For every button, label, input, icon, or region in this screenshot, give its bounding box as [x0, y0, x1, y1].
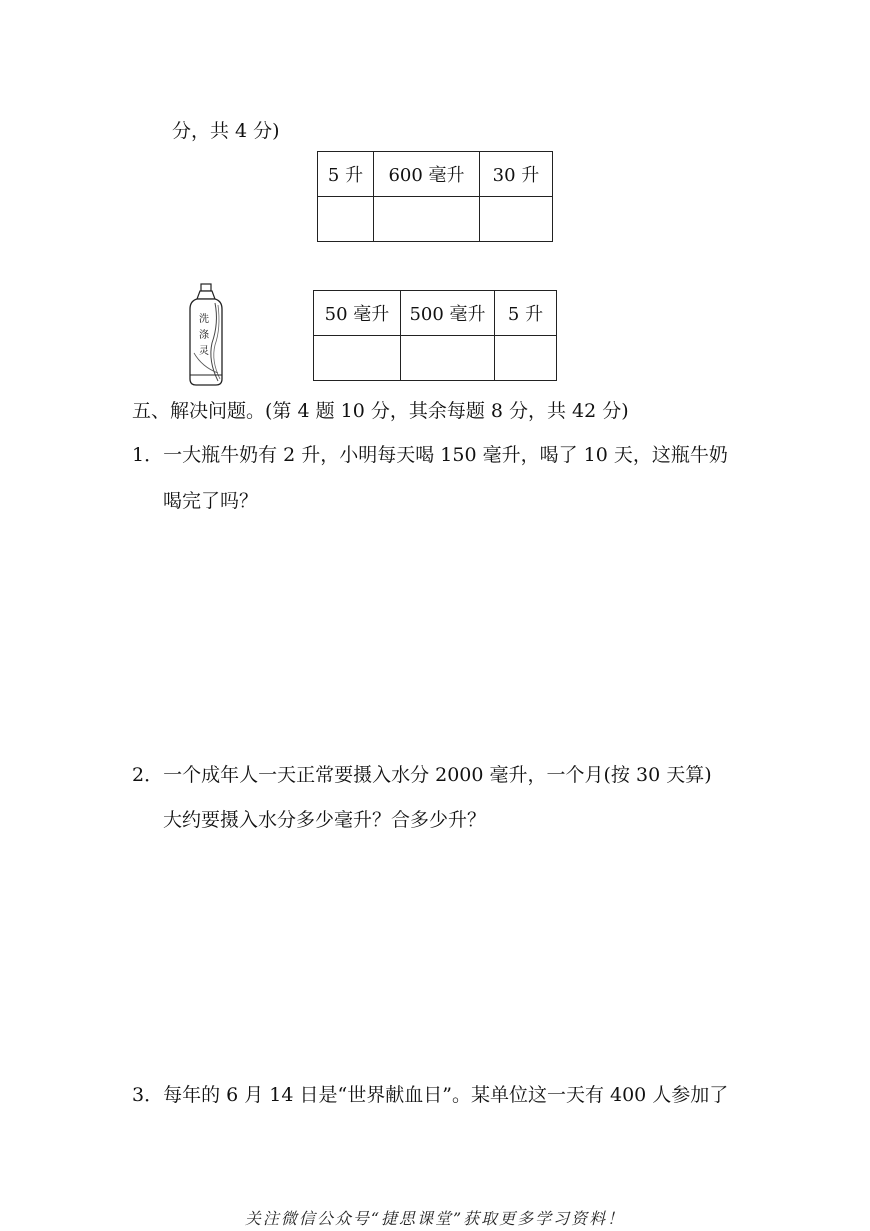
- table2-answer-2[interactable]: [401, 336, 495, 381]
- table2-header-2: 500 毫升: [401, 291, 495, 336]
- intro-tail: 分，共 4 分): [172, 120, 280, 142]
- table2-header-3: 5 升: [495, 291, 557, 336]
- section-5-title: 五、解决问题。(第 4 题 10 分，其余每题 8 分，共 42 分): [132, 400, 629, 422]
- table2-answer-1[interactable]: [314, 336, 401, 381]
- table1-answer-1[interactable]: [318, 197, 374, 242]
- table2-answer-3[interactable]: [495, 336, 557, 381]
- table1-header-2: 600 毫升: [374, 152, 480, 197]
- question-1-line-2: 喝完了吗？: [163, 490, 259, 512]
- table1-header-3: 30 升: [480, 152, 553, 197]
- bottle-label-1: 洗: [199, 314, 209, 325]
- bottle-label-3: 灵: [199, 346, 209, 357]
- bottle-label-2: 涤: [199, 330, 209, 341]
- table1-header-1: 5 升: [318, 152, 374, 197]
- question-1-line-1: 1．一大瓶牛奶有 2 升，小明每天喝 150 毫升，喝了 10 天，这瓶牛奶: [132, 444, 728, 466]
- question-2-line-2: 大约要摄入水分多少毫升？合多少升？: [163, 809, 487, 831]
- question-3-line-1: 3．每年的 6 月 14 日是“世界献血日”。某单位这一天有 400 人参加了: [132, 1084, 729, 1106]
- detergent-bottle-icon: [188, 283, 224, 387]
- question-2-line-1: 2．一个成年人一天正常要摄入水分 2000 毫升，一个月(按 30 天算): [132, 764, 712, 786]
- table2-header-1: 50 毫升: [314, 291, 401, 336]
- capacity-table-1: [317, 151, 553, 242]
- footer-note: 关注微信公众号“捷思课堂”获取更多学习资料！: [244, 1209, 626, 1228]
- capacity-table-2: [313, 290, 557, 381]
- table1-answer-2[interactable]: [374, 197, 480, 242]
- table1-answer-3[interactable]: [480, 197, 553, 242]
